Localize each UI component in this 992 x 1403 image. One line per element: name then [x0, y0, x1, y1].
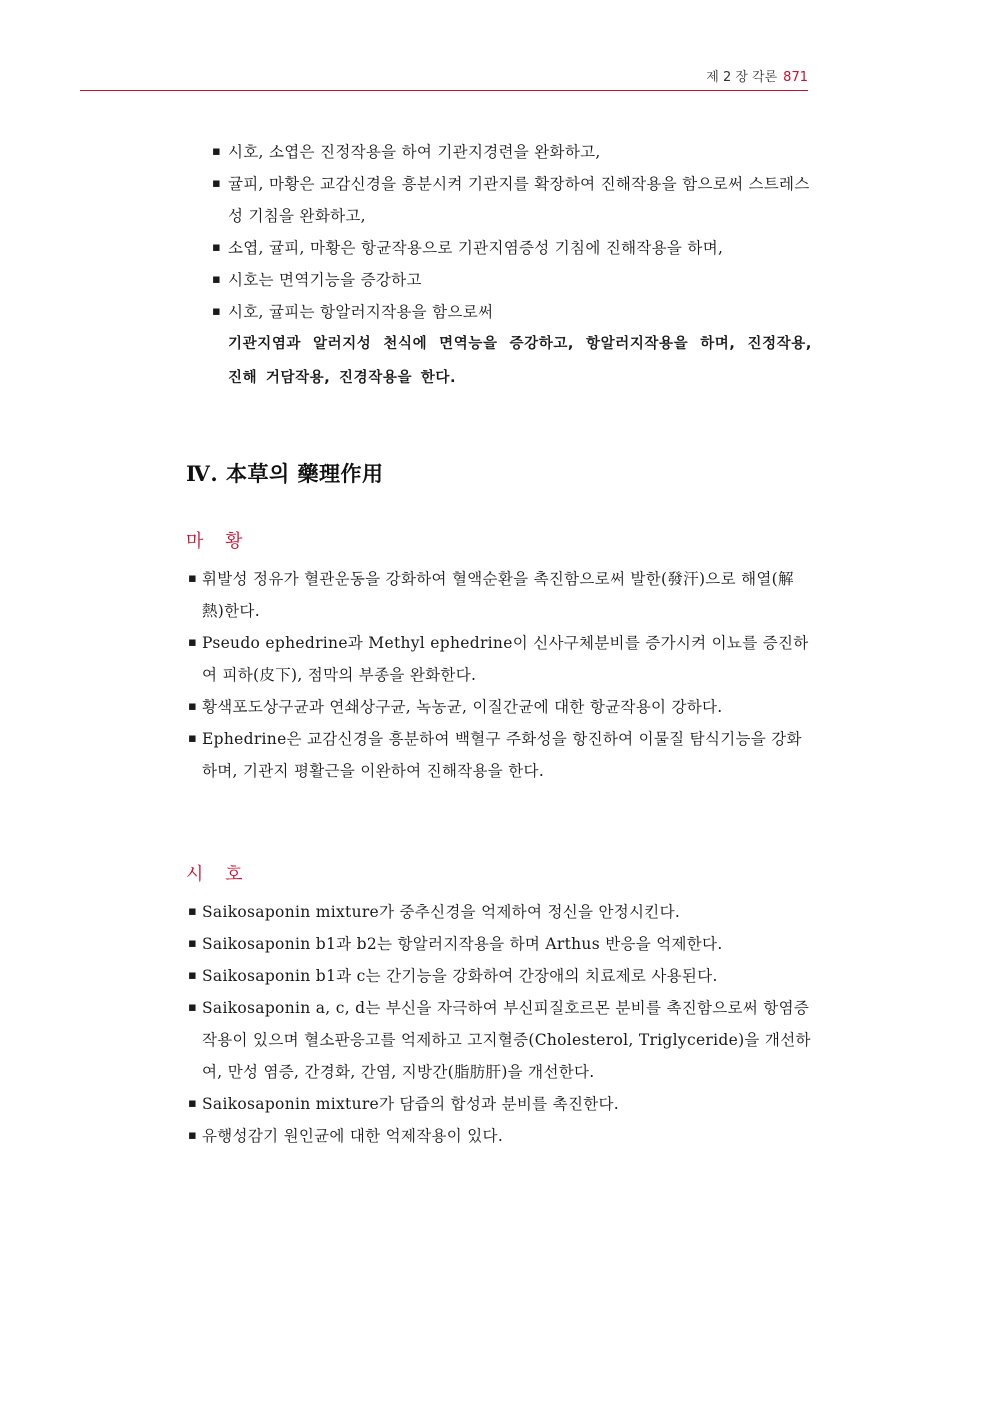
bullet-icon: ▪: [188, 936, 198, 951]
list-item: ▪ 시호는 면역기능을 증강하고: [212, 264, 812, 296]
list-item: ▪ 유행성감기 원인균에 대한 억제작용이 있다.: [188, 1120, 812, 1152]
bullet-icon: ▪: [188, 635, 198, 650]
list-item: ▪ Ephedrine은 교감신경을 흥분하여 백혈구 주화성을 항진하여 이물질 탐식기능을 강화하며, 기관지 평활근을 이완하여 진해작용을 한다.: [188, 723, 812, 787]
bullet-icon: ▪: [212, 272, 222, 287]
herb-title-siho: 시 호: [186, 864, 251, 885]
bullet-icon: ▪: [188, 1128, 198, 1143]
bullet-icon: ▪: [188, 1000, 198, 1015]
list-item: ▪ Saikosaponin b1과 b2는 항알러지작용을 하며 Arthus 반응을 억제한다.: [188, 928, 812, 960]
bullet-icon: ▪: [188, 1096, 198, 1111]
bullet-icon: ▪: [212, 176, 222, 191]
list-item: ▪ 휘발성 정유가 혈관운동을 강화하여 혈액순환을 촉진함으로써 발한(發汗)으로 해열(解熱)한다.: [188, 563, 812, 627]
running-header: [560, 66, 808, 85]
section-title: Ⅳ. 本草의 藥理作用: [186, 461, 384, 486]
list-item: ▪ 시호, 소엽은 진정작용을 하여 기관지경련을 완화하고,: [212, 136, 812, 168]
bullet-icon: ▪: [188, 904, 198, 919]
list-item: ▪ Saikosaponin mixture가 중추신경을 억제하여 정신을 안정시킨다.: [188, 896, 812, 928]
list-item: ▪ 시호, 귤피는 항알러지작용을 함으로써: [212, 296, 812, 328]
intro-list: [212, 136, 812, 328]
page-number: 871: [783, 70, 808, 85]
header-rule: [80, 90, 808, 91]
list-item: ▪ 귤피, 마황은 교감신경을 흥분시켜 기관지를 확장하여 진해작용을 함으로써 스트레스성 기침을 완화하고,: [212, 168, 812, 232]
summary-text: 기관지염과 알러지성 천식에 면역능을 증강하고, 항알러지작용을 하며, 진정작용, 진해 거담작용, 진경작용을 한다.: [228, 336, 812, 386]
bullet-icon: ▪: [212, 144, 222, 159]
bullet-icon: ▪: [188, 968, 198, 983]
list-item: ▪ 황색포도상구균과 연쇄상구균, 녹농균, 이질간균에 대한 항균작용이 강하다.: [188, 691, 812, 723]
bullet-icon: ▪: [212, 304, 222, 319]
chapter-label: 제 2 장 각론: [706, 70, 778, 85]
bullet-icon: ▪: [188, 731, 198, 746]
bullet-icon: ▪: [212, 240, 222, 255]
list-item: ▪ Saikosaponin b1과 c는 간기능을 강화하여 간장애의 치료제로 사용된다.: [188, 960, 812, 992]
bullet-icon: ▪: [188, 699, 198, 714]
list-item: ▪ 소엽, 귤피, 마황은 항균작용으로 기관지염증성 기침에 진해작용을 하며,: [212, 232, 812, 264]
herb-list-mahwang: [188, 563, 812, 787]
herb-title-mahwang: 마 황: [186, 531, 251, 552]
herb-list-siho: [188, 896, 812, 1152]
list-item: ▪ Saikosaponin a, c, d는 부신을 자극하여 부신피질호르몬 분비를 촉진함으로써 항염증작용이 있으며 혈소판응고를 억제하고 고지혈증(Cholesterol, Triglyceride)을 개선하여, 만성 염증, 간경화, 간염, 지방간(脂肪肝)을 개선한다.: [188, 992, 812, 1088]
bullet-icon: ▪: [188, 571, 198, 586]
list-item: ▪ Pseudo ephedrine과 Methyl ephedrine이 신사구체분비를 증가시켜 이뇨를 증진하여 피하(皮下), 점막의 부종을 완화한다.: [188, 627, 812, 691]
list-item: ▪ Saikosaponin mixture가 담즙의 합성과 분비를 촉진한다.: [188, 1088, 812, 1120]
